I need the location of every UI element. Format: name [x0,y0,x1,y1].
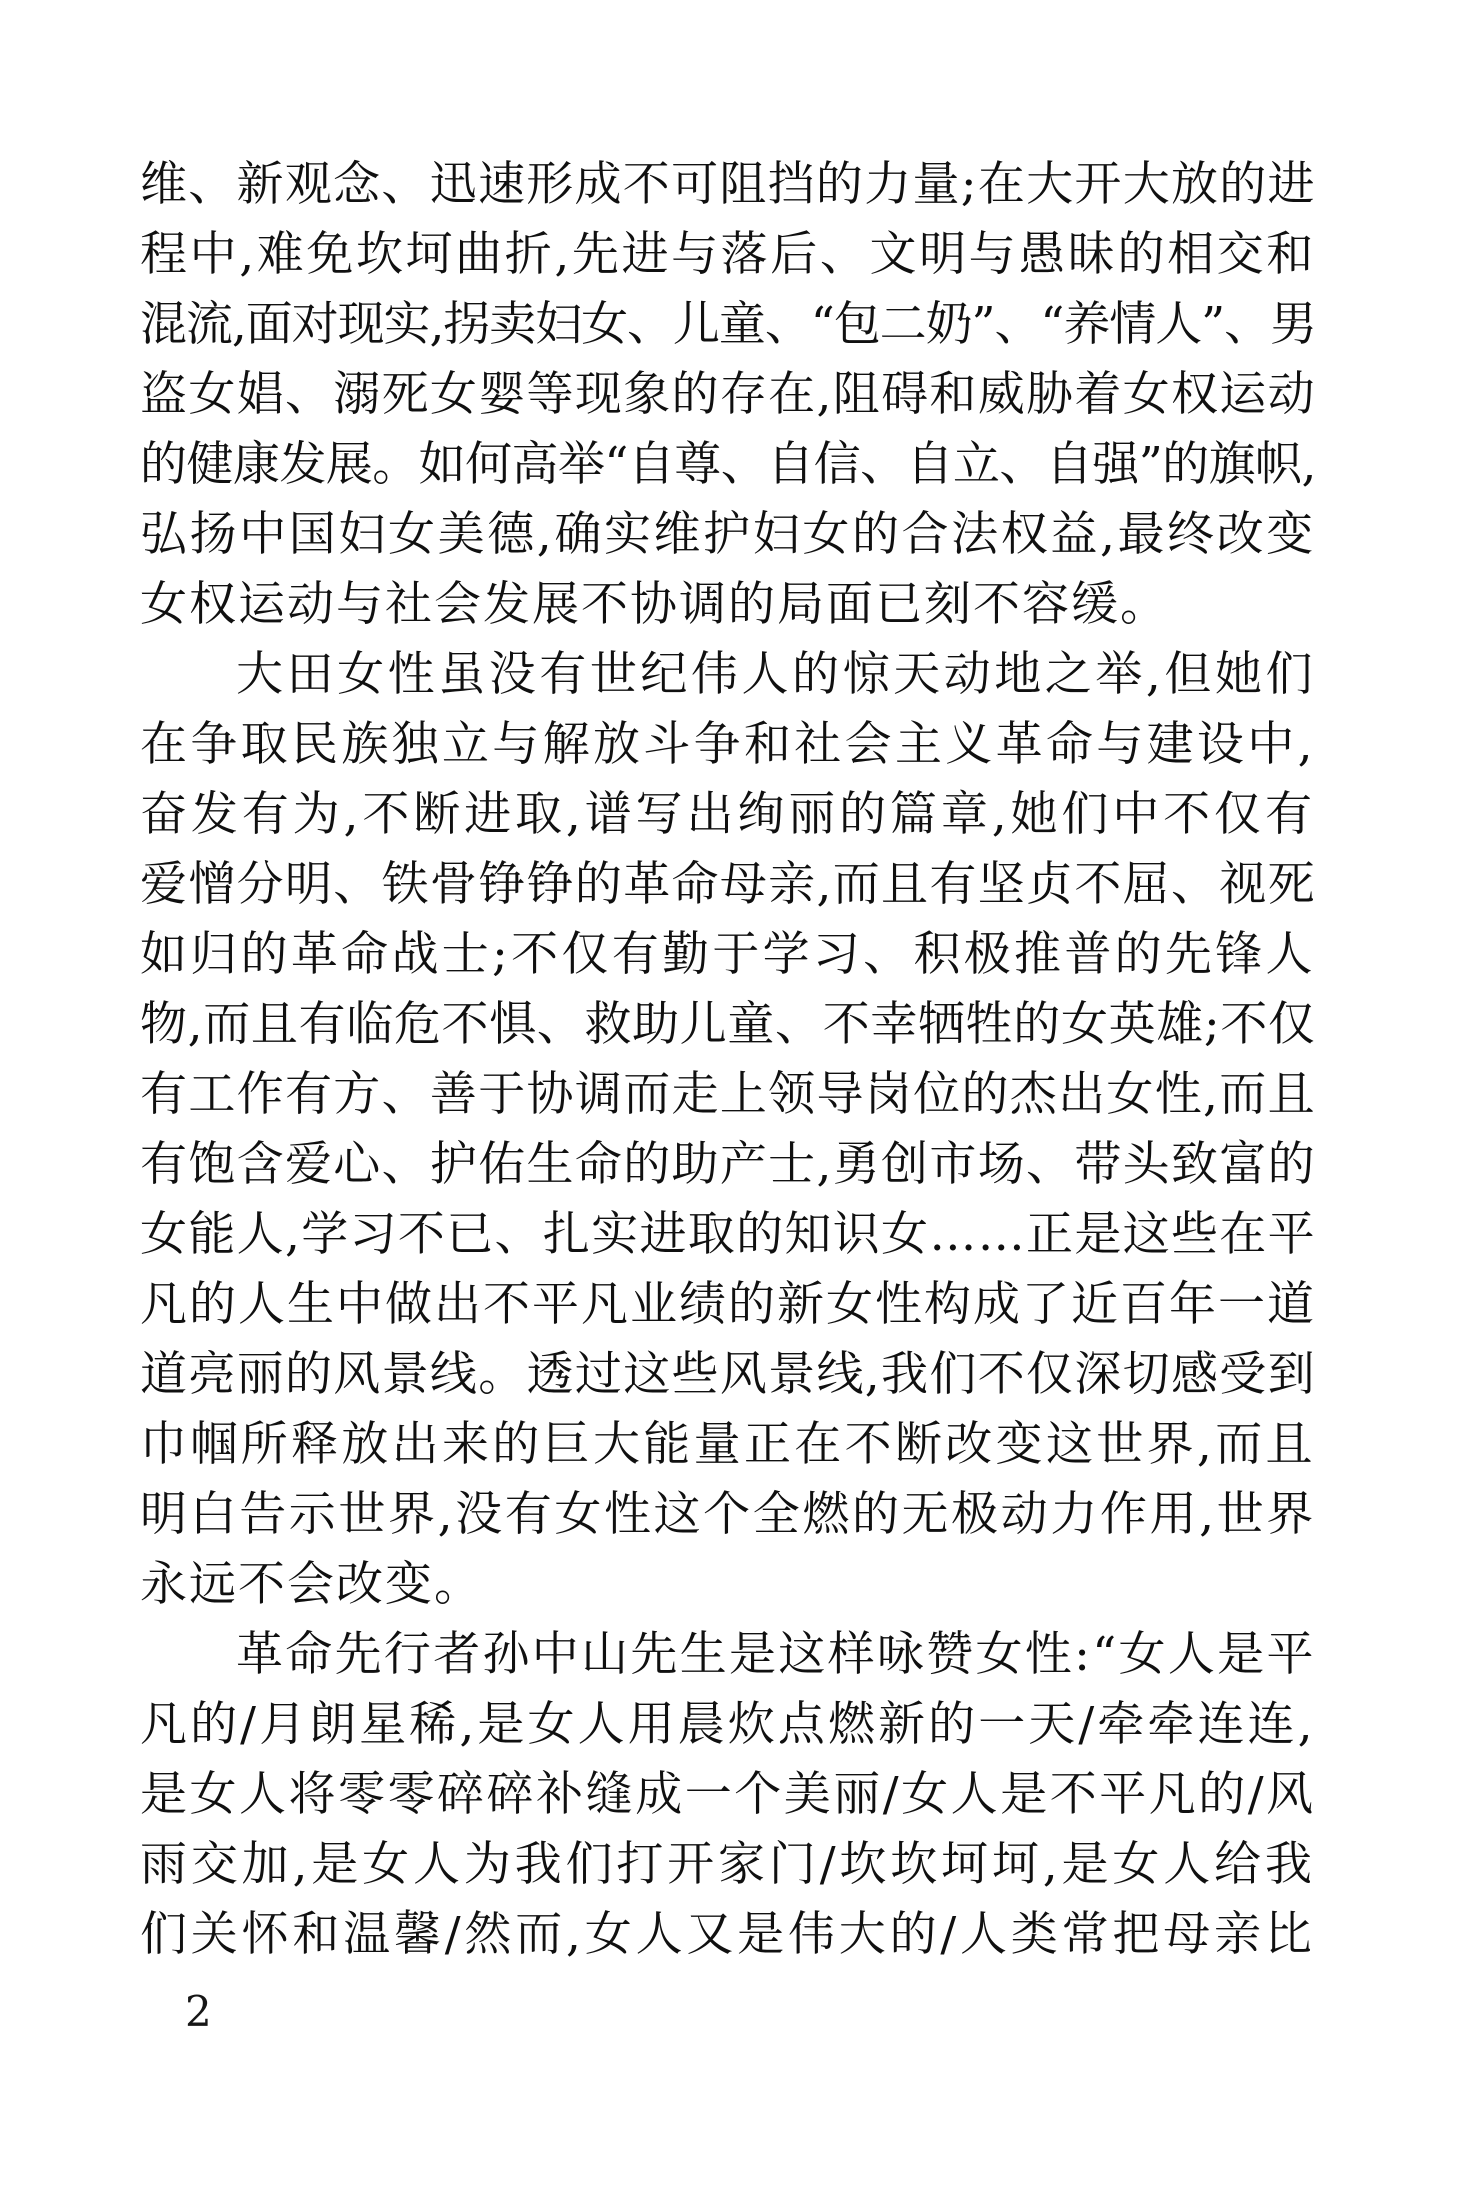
text-line [140,360,1316,430]
text-line [140,1620,1316,1690]
text-line [140,850,1316,920]
text-line [140,990,1316,1060]
text-line-content: 混流,面对现实,拐卖妇女、儿童、“包二奶”、“养情人”、男 [140,297,1316,352]
text-line-content: 女能人,学习不已、扎实进取的知识女……正是这些在平 [140,1207,1316,1262]
text-line-content: 雨交加,是女人为我们打开家门/坎坎坷坷,是女人给我 [140,1837,1316,1892]
text-line [140,1130,1316,1200]
text-line-content: 奋发有为,不断进取,谱写出绚丽的篇章,她们中不仅有 [140,787,1316,842]
text-line-content: 道亮丽的风景线。透过这些风景线,我们不仅深切感受到 [140,1347,1316,1402]
text-line [140,1060,1316,1130]
text-line-content: 巾帼所释放出来的巨大能量正在不断改变这世界,而且 [140,1417,1316,1472]
text-line-content: 在争取民族独立与解放斗争和社会主义革命与建设中, [140,717,1316,772]
text-line [140,150,1316,220]
text-line [140,430,1316,500]
text-line [140,1900,1316,1970]
text-line-content: 物,而且有临危不惧、救助儿童、不幸牺牲的女英雄;不仅 [140,997,1316,1052]
text-line [140,220,1316,290]
text-line [140,710,1316,780]
text-line [140,1410,1316,1480]
text-line [140,1340,1316,1410]
text-line-content: 女权运动与社会发展不协调的局面已刻不容缓。 [140,577,1169,632]
text-line [140,920,1316,990]
text-line-content: 革命先行者孙中山先生是这样咏赞女性:“女人是平 [236,1627,1316,1682]
text-line [140,1480,1316,1550]
text-line [140,1760,1316,1830]
text-line-content: 大田女性虽没有世纪伟人的惊天动地之举,但她们 [236,647,1317,702]
text-line [140,1830,1316,1900]
text-line-content: 盗女娼、溺死女婴等现象的存在,阻碍和威胁着女权运动 [140,367,1316,422]
text-line-content: 爱憎分明、铁骨铮铮的革命母亲,而且有坚贞不屈、视死 [140,857,1316,912]
text-line [140,1200,1316,1270]
text-line-content: 有工作有方、善于协调而走上领导岗位的杰出女性,而且 [140,1067,1316,1122]
text-line-content: 们关怀和温馨/然而,女人又是伟大的/人类常把母亲比 [140,1907,1316,1962]
text-line [140,500,1316,570]
text-line-content: 有饱含爱心、护佑生命的助产士,勇创市场、带头致富的 [140,1137,1316,1192]
text-line-content: 的健康发展。如何高举“自尊、自信、自立、自强”的旗帜, [140,437,1316,492]
text-line [140,1550,1316,1620]
text-block [140,150,1316,1970]
text-line [140,1270,1316,1340]
text-line-content: 如归的革命战士;不仅有勤于学习、积极推普的先锋人 [140,927,1316,982]
page-number: 2 [185,1987,212,2036]
text-line [140,570,1316,640]
text-line-content: 明白告示世界,没有女性这个全燃的无极动力作用,世界 [140,1487,1316,1542]
text-line [140,780,1316,850]
text-line-content: 是女人将零零碎碎补缝成一个美丽/女人是不平凡的/风 [140,1767,1316,1822]
text-line-content: 凡的人生中做出不平凡业绩的新女性构成了近百年一道 [140,1277,1316,1332]
text-line [140,1690,1316,1760]
text-line-content: 永远不会改变。 [140,1557,483,1612]
text-line-content: 程中,难免坎坷曲折,先进与落后、文明与愚昧的相交和 [140,227,1316,282]
text-line-content: 维、新观念、迅速形成不可阻挡的力量;在大开大放的进 [140,157,1316,212]
text-line-content: 凡的/月朗星稀,是女人用晨炊点燃新的一天/牵牵连连, [140,1697,1316,1752]
text-line [140,290,1316,360]
text-line-content: 弘扬中国妇女美德,确实维护妇女的合法权益,最终改变 [140,507,1316,562]
text-line [140,640,1316,710]
